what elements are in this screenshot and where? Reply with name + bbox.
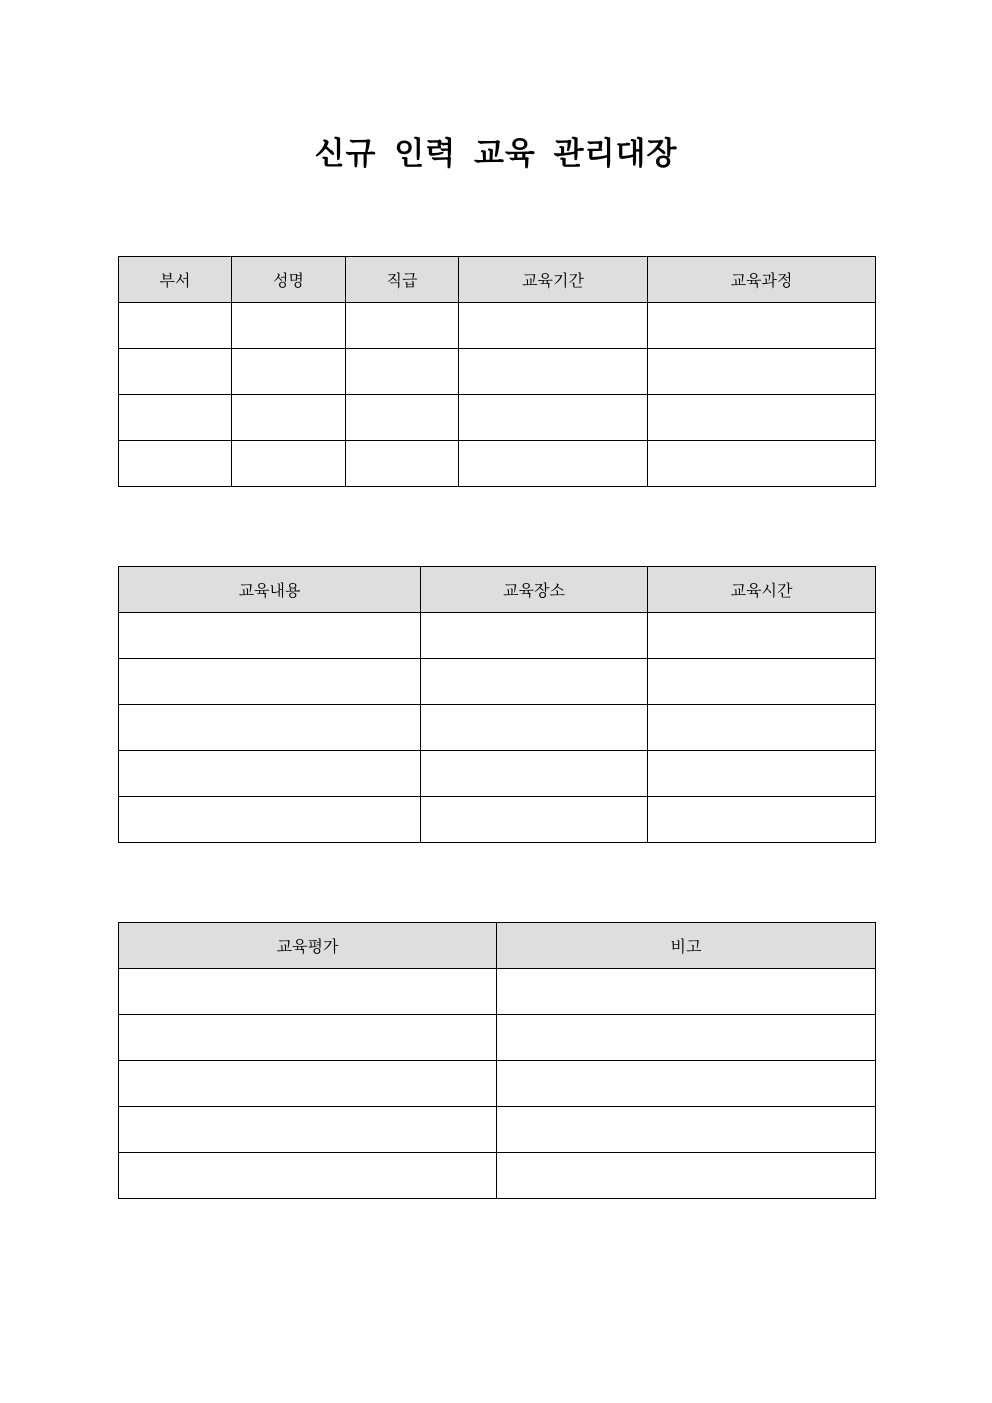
table-cell[interactable] [119, 395, 232, 441]
table-cell[interactable] [119, 659, 421, 705]
table-row [119, 395, 876, 441]
table-cell[interactable] [119, 705, 421, 751]
header-remarks: 비고 [497, 923, 876, 969]
table-row [119, 797, 876, 843]
table-row [119, 349, 876, 395]
table-row [119, 659, 876, 705]
header-department: 부서 [119, 257, 232, 303]
table-cell[interactable] [232, 441, 346, 487]
header-training-content: 교육내용 [119, 567, 421, 613]
table-cell[interactable] [648, 751, 876, 797]
table-header-row [119, 567, 876, 613]
table-row [119, 1153, 876, 1199]
table-cell[interactable] [119, 969, 497, 1015]
table-cell[interactable] [459, 303, 648, 349]
table-cell[interactable] [497, 1153, 876, 1199]
header-training-location: 교육장소 [421, 567, 648, 613]
table-cell[interactable] [421, 705, 648, 751]
table-cell[interactable] [232, 349, 346, 395]
table-cell[interactable] [119, 751, 421, 797]
table-row [119, 705, 876, 751]
header-name: 성명 [232, 257, 346, 303]
table-cell[interactable] [119, 1153, 497, 1199]
table-row [119, 1015, 876, 1061]
table-cell[interactable] [459, 441, 648, 487]
header-training-evaluation: 교육평가 [119, 923, 497, 969]
table-cell[interactable] [497, 1107, 876, 1153]
table-row [119, 441, 876, 487]
header-training-time: 교육시간 [648, 567, 876, 613]
table-cell[interactable] [421, 751, 648, 797]
training-evaluation-table [118, 922, 876, 1199]
table-cell[interactable] [459, 349, 648, 395]
table-header-row [119, 923, 876, 969]
header-training-period: 교육기간 [459, 257, 648, 303]
table-row [119, 613, 876, 659]
table-row [119, 1107, 876, 1153]
table-cell[interactable] [648, 613, 876, 659]
table-cell[interactable] [119, 441, 232, 487]
table-cell[interactable] [346, 303, 459, 349]
header-position: 직급 [346, 257, 459, 303]
table-cell[interactable] [459, 395, 648, 441]
table-cell[interactable] [119, 1107, 497, 1153]
header-training-course: 교육과정 [648, 257, 876, 303]
table-cell[interactable] [421, 797, 648, 843]
table-cell[interactable] [648, 303, 876, 349]
table-cell[interactable] [119, 1015, 497, 1061]
table-cell[interactable] [346, 349, 459, 395]
table-cell[interactable] [648, 659, 876, 705]
table-cell[interactable] [497, 1015, 876, 1061]
table-cell[interactable] [232, 395, 346, 441]
table-cell[interactable] [119, 303, 232, 349]
table-cell[interactable] [346, 441, 459, 487]
table-cell[interactable] [497, 1061, 876, 1107]
trainee-info-table [118, 256, 876, 487]
table-row [119, 969, 876, 1015]
table-row [119, 303, 876, 349]
table-header-row [119, 257, 876, 303]
training-content-table [118, 566, 876, 843]
table-cell[interactable] [232, 303, 346, 349]
table-cell[interactable] [119, 1061, 497, 1107]
table-row [119, 751, 876, 797]
table-cell[interactable] [648, 705, 876, 751]
table-cell[interactable] [421, 613, 648, 659]
document-title: 신규 인력 교육 관리대장 [314, 136, 678, 172]
table-cell[interactable] [421, 659, 648, 705]
table-cell[interactable] [648, 797, 876, 843]
table-cell[interactable] [346, 395, 459, 441]
table-cell[interactable] [648, 349, 876, 395]
table-row [119, 1061, 876, 1107]
table-cell[interactable] [119, 613, 421, 659]
table-cell[interactable] [119, 349, 232, 395]
table-cell[interactable] [497, 969, 876, 1015]
table-cell[interactable] [648, 395, 876, 441]
table-cell[interactable] [119, 797, 421, 843]
table-cell[interactable] [648, 441, 876, 487]
